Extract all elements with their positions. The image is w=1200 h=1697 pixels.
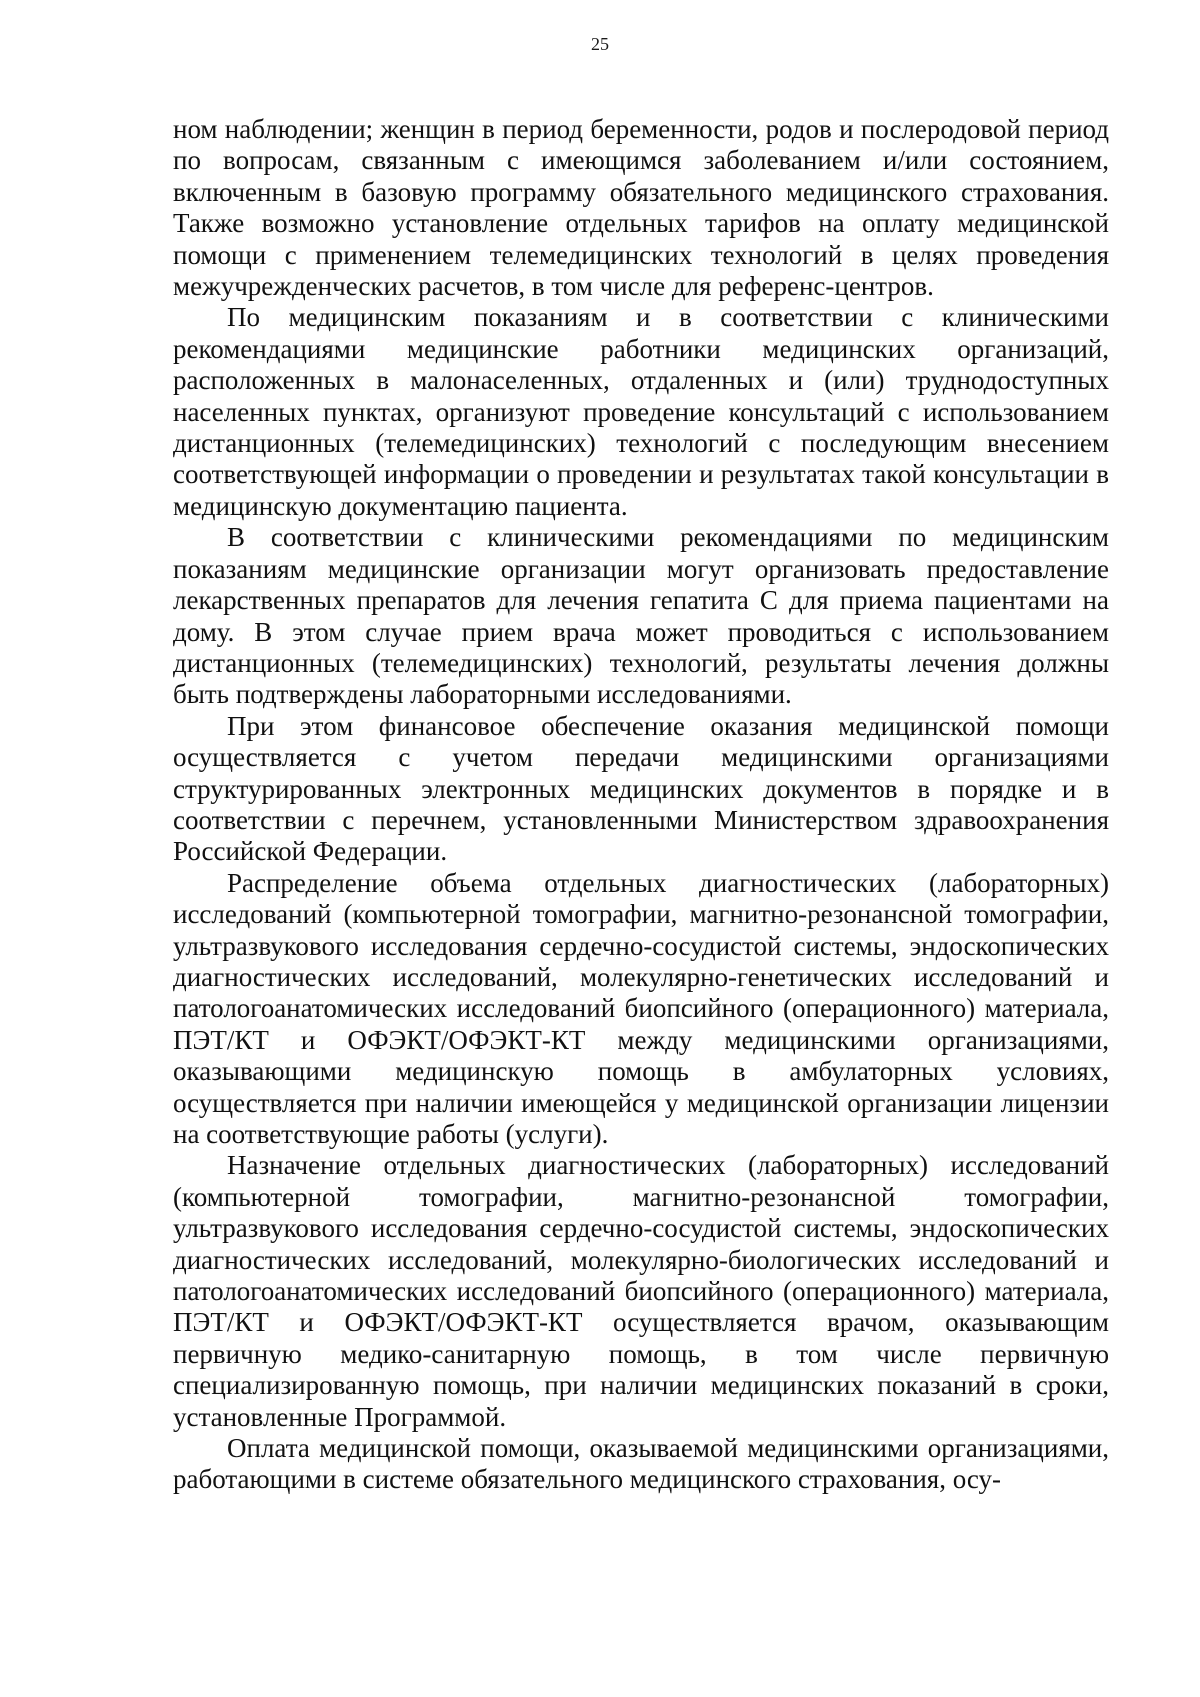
paragraph-telemedicine-consultations: По медицинским показаниям и в соответствии с клиническими рекомендациями медицинские работники медицинских организаций, расположенных в малонаселенных, отдаленных и (или) труднодоступных населенных пунктах, организуют проведение консультаций с использованием дистанционных (телемедицинских) технологий с последующим внесением соответствующей информации о проведении и результатах такой консультации в медицинскую документацию пациента. (173, 302, 1109, 521)
paragraph-hepatitis-c-drugs: В соответствии с клиническими рекомендациями по медицинским показаниям медицинские организации могут организовать предоставление лекарственных препаратов для лечения гепатита С для приема пациентами на дому. В этом случае прием врача может проводиться с использованием дистанционных (телемедицинских) технологий, результаты лечения должны быть подтверждены лабораторными исследованиями. (173, 522, 1109, 710)
document-body (173, 114, 1109, 1496)
paragraph-diagnostic-volume-distribution: Распределение объема отдельных диагностических (лабораторных) исследований (компьютерной томографии, магнитно-резонансной томографии, ультразвукового исследования сердечно-сосудистой системы, эндоскопических диагностических исследований, молекулярно-генетических исследований и патологоанатомических исследований биопсийного (операционного) материала, ПЭТ/КТ и ОФЭКТ/ОФЭКТ-КТ между медицинскими организациями, оказывающими медицинскую помощь в амбулаторных условиях, осуществляется при наличии имеющейся у медицинской организации лицензии на соответствующие работы (услуги). (173, 867, 1109, 1149)
paragraph-continuation: ном наблюдении; женщин в период беременности, родов и послеродовой период по вопросам, связанным с имеющимся заболеванием и/или состоянием, включенным в базовую программу обязательного медицинского страхования. Также возможно установление отдельных тарифов на оплату медицинской помощи с применением телемедицинских технологий в целях проведения межучрежденческих расчетов, в том числе для референс-центров. (173, 114, 1109, 302)
page-number: 25 (591, 34, 609, 54)
paragraph-financial-support: При этом финансовое обеспечение оказания медицинской помощи осуществляется с учетом передачи медицинскими организациями структурированных электронных медицинских документов в порядке и в соответствии с перечнем, установленными Министерством здравоохранения Российской Федерации. (173, 710, 1109, 867)
paragraph-payment: Оплата медицинской помощи, оказываемой медицинскими организациями, работающими в системе обязательного медицинского страхования, осу- (173, 1433, 1109, 1495)
paragraph-diagnostic-prescription: Назначение отдельных диагностических (лабораторных) исследований (компьютерной томографии, магнитно-резонансной томографии, ультразвукового исследования сердечно-сосудистой системы, эндоскопических диагностических исследований, молекулярно-биологических исследований и патологоанатомических исследований биопсийного (операционного) материала, ПЭТ/КТ и ОФЭКТ/ОФЭКТ-КТ осуществляется врачом, оказывающим первичную медико-санитарную помощь, в том числе первичную специализированную помощь, при наличии медицинских показаний в сроки, установленные Программой. (173, 1150, 1109, 1432)
